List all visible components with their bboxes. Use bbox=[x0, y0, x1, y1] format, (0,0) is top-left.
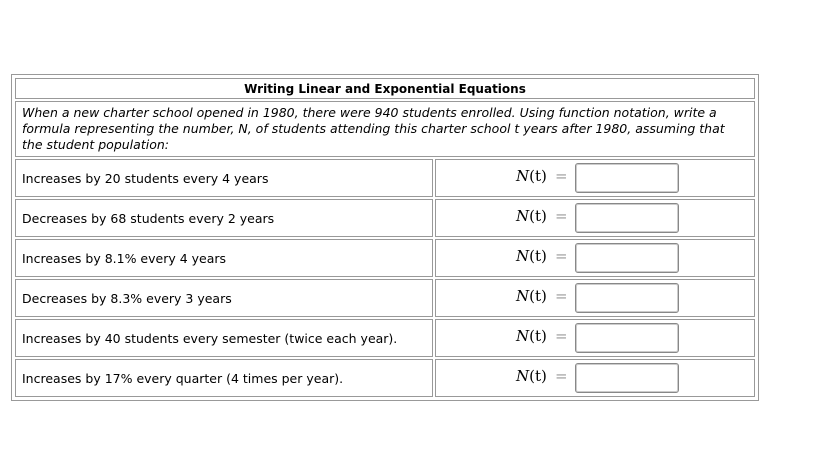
function-variable: t bbox=[534, 327, 542, 345]
answer-input[interactable] bbox=[575, 243, 679, 273]
condition-label: Increases by 40 students every semester (twice each year). bbox=[15, 319, 433, 357]
answer-wrap bbox=[436, 240, 754, 276]
table-row bbox=[15, 359, 755, 397]
condition-label: Increases by 17% every quarter (4 times per year). bbox=[15, 359, 433, 397]
function-variable: t bbox=[534, 287, 542, 305]
answer-cell bbox=[435, 359, 755, 397]
function-notation: N(t) bbox=[516, 367, 547, 385]
answer-rows bbox=[15, 159, 755, 397]
answer-wrap bbox=[436, 360, 754, 396]
function-name: N bbox=[516, 367, 530, 385]
answer-wrap bbox=[436, 280, 754, 316]
function-name: N bbox=[516, 207, 530, 225]
function-notation: N(t) bbox=[516, 327, 547, 345]
answer-input[interactable] bbox=[575, 363, 679, 393]
table-row bbox=[15, 159, 755, 197]
equals-sign: = bbox=[555, 287, 568, 305]
function-variable: t bbox=[534, 367, 542, 385]
function-variable: t bbox=[534, 247, 542, 265]
condition-label: Decreases by 68 students every 2 years bbox=[15, 199, 433, 237]
table-row bbox=[15, 239, 755, 277]
table-row bbox=[15, 319, 755, 357]
answer-input[interactable] bbox=[575, 283, 679, 313]
condition-label: Increases by 8.1% every 4 years bbox=[15, 239, 433, 277]
equals-sign: = bbox=[555, 167, 568, 185]
answer-cell bbox=[435, 159, 755, 197]
answer-cell bbox=[435, 199, 755, 237]
answer-input[interactable] bbox=[575, 323, 679, 353]
function-notation: N(t) bbox=[516, 247, 547, 265]
function-name: N bbox=[516, 287, 530, 305]
answer-input[interactable] bbox=[575, 163, 679, 193]
equals-sign: = bbox=[555, 207, 568, 225]
answer-wrap bbox=[436, 200, 754, 236]
answer-cell bbox=[435, 319, 755, 357]
equals-sign: = bbox=[555, 367, 568, 385]
function-notation: N(t) bbox=[516, 287, 547, 305]
answer-wrap bbox=[436, 160, 754, 196]
table-row bbox=[15, 199, 755, 237]
problem-prompt: When a new charter school opened in 1980, there were 940 students enrolled. Using function notation, write a formula representing the number, N, of students attending this charter school t years after 1980, assuming that the student population: bbox=[15, 101, 755, 157]
function-name: N bbox=[516, 167, 530, 185]
equals-sign: = bbox=[555, 247, 568, 265]
condition-label: Decreases by 8.3% every 3 years bbox=[15, 279, 433, 317]
answer-wrap bbox=[436, 320, 754, 356]
answer-cell bbox=[435, 279, 755, 317]
function-variable: t bbox=[534, 167, 542, 185]
function-name: N bbox=[516, 327, 530, 345]
problem-title: Writing Linear and Exponential Equations bbox=[15, 78, 755, 99]
function-notation: N(t) bbox=[516, 207, 547, 225]
function-variable: t bbox=[534, 207, 542, 225]
answer-input[interactable] bbox=[575, 203, 679, 233]
equations-table bbox=[13, 76, 757, 399]
equals-sign: = bbox=[555, 327, 568, 345]
function-notation: N(t) bbox=[516, 167, 547, 185]
condition-label: Increases by 20 students every 4 years bbox=[15, 159, 433, 197]
answer-cell bbox=[435, 239, 755, 277]
function-name: N bbox=[516, 247, 530, 265]
table-row bbox=[15, 279, 755, 317]
problem-container bbox=[11, 74, 759, 401]
